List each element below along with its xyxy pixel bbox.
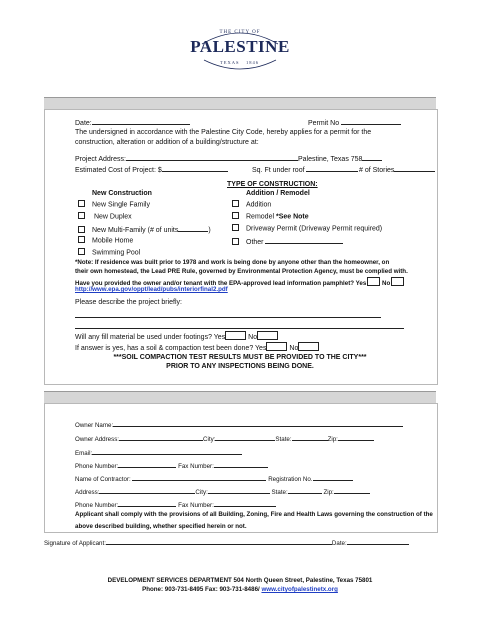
type-of-construction-heading: TYPE OF CONSTRUCTION: <box>227 181 318 188</box>
intro-line-1: The undersigned in accordance with the Palestine City Code, hereby applies for a permit for the <box>75 129 372 136</box>
checkbox[interactable] <box>232 224 239 231</box>
yes-box[interactable] <box>367 277 380 286</box>
signature-field[interactable]: Signature of Applicant: Date: <box>44 537 409 548</box>
email-field[interactable]: Email: <box>75 447 242 458</box>
logo-state: TEXAS <box>220 60 240 65</box>
checkbox[interactable] <box>232 200 239 207</box>
lead-pamphlet-question[interactable]: Have you provided the owner and/or tenant with the EPA-approved lead information pamphlet? Yes No <box>75 277 404 288</box>
website-link[interactable]: www.cityofpalestinetx.org <box>261 586 338 593</box>
checkbox[interactable] <box>232 212 239 219</box>
owner-phone-fax-field[interactable]: Phone Number: Fax Number: <box>75 460 268 471</box>
epa-link[interactable]: http://www.epa.gov/oppt/lead/pubs/interiorfinal2.pdf <box>75 286 228 293</box>
option-other[interactable]: Other <box>232 236 343 247</box>
footer-address: DEVELOPMENT SERVICES DEPARTMENT 504 North Queen Street, Palestine, Texas 75801 <box>107 577 373 584</box>
checkbox[interactable] <box>78 200 85 207</box>
project-address-field[interactable]: Project Address: Palestine, Texas 758 <box>75 153 382 164</box>
describe-line-1[interactable] <box>75 317 381 318</box>
fill-material-question[interactable]: Will any fill material be used under footings? Yes No <box>75 331 278 342</box>
logo-top-text: THE CITY OF <box>219 30 261 35</box>
owner-name-field[interactable]: Owner Name: <box>75 419 403 430</box>
soil-notice-line-2: PRIOR TO ANY INSPECTIONS BEING DONE. <box>166 363 314 370</box>
option-driveway-permit[interactable]: Driveway Permit (Driveway Permit required) <box>232 224 382 234</box>
logo-year: 1846 <box>246 60 259 65</box>
contractor-address-field[interactable]: Address: City: State: Zip: <box>75 486 370 497</box>
addition-remodel-heading: Addition / Remodel <box>246 190 310 197</box>
checkbox[interactable] <box>78 212 85 219</box>
stories-field[interactable]: # of Stories <box>359 164 435 175</box>
lead-note-line-1: *Note: If residence was built prior to 1978 and work is being done by anyone other than the homeowner, on <box>75 259 390 266</box>
checkbox[interactable] <box>232 238 239 245</box>
checkbox[interactable] <box>78 236 85 243</box>
option-addition[interactable]: Addition <box>232 200 271 210</box>
no-box[interactable] <box>257 331 278 340</box>
contractor-field[interactable]: Name of Contractor: Registration No. <box>75 473 353 484</box>
owner-address-field[interactable]: Owner Address: City: State: Zip: <box>75 433 374 444</box>
option-new-duplex[interactable]: New Duplex <box>78 212 132 222</box>
sq-ft-field[interactable]: Sq. Ft under roof <box>252 164 358 175</box>
option-swimming-pool[interactable]: Swimming Pool <box>78 248 140 258</box>
checkbox[interactable] <box>78 248 85 255</box>
option-new-multi-family[interactable]: New Multi-Family (# of units ) <box>78 224 211 235</box>
compaction-question[interactable]: If answer is yes, has a soil & compaction test been done? Yes No <box>75 342 319 353</box>
yes-box[interactable] <box>225 331 246 340</box>
compliance-line-1: Applicant shall comply with the provisions of all Building, Zoning, Fire and Health Laws governing the construction of the <box>75 511 433 518</box>
yes-box[interactable] <box>266 342 287 351</box>
contractor-phone-fax-field[interactable]: Phone Number: Fax Number: <box>75 499 276 510</box>
option-remodel[interactable]: Remodel *See Note <box>232 212 309 222</box>
checkbox[interactable] <box>78 226 85 233</box>
city-logo <box>180 24 300 70</box>
describe-project-label: Please describe the project briefly: <box>75 299 182 306</box>
no-box[interactable] <box>391 277 404 286</box>
lead-note-line-2: their own homestead, the Lead PRE Rule, governed by Environmental Protection Agency, must be complied with. <box>75 268 408 275</box>
soil-notice-line-1: ***SOIL COMPACTION TEST RESULTS MUST BE PROVIDED TO THE CITY*** <box>113 354 367 361</box>
footer-contact: Phone: 903-731-8495 Fax: 903-731-8486/ www.cityofpalestinetx.org <box>142 586 338 593</box>
logo-name: PALESTINE <box>190 37 290 56</box>
permit-no-field[interactable]: Permit No <box>308 117 401 128</box>
compliance-line-2: above described building, whether specified herein or not. <box>75 523 247 530</box>
new-construction-heading: New Construction <box>92 190 152 197</box>
option-new-single-family[interactable]: New Single Family <box>78 200 150 210</box>
estimated-cost-field[interactable]: Estimated Cost of Project: $ <box>75 164 228 175</box>
describe-line-2[interactable] <box>75 328 404 329</box>
no-box[interactable] <box>298 342 319 351</box>
option-mobile-home[interactable]: Mobile Home <box>78 236 133 246</box>
intro-line-2: construction, alteration or addition of a building/structure at: <box>75 139 259 146</box>
date-field[interactable]: Date: <box>75 117 190 128</box>
